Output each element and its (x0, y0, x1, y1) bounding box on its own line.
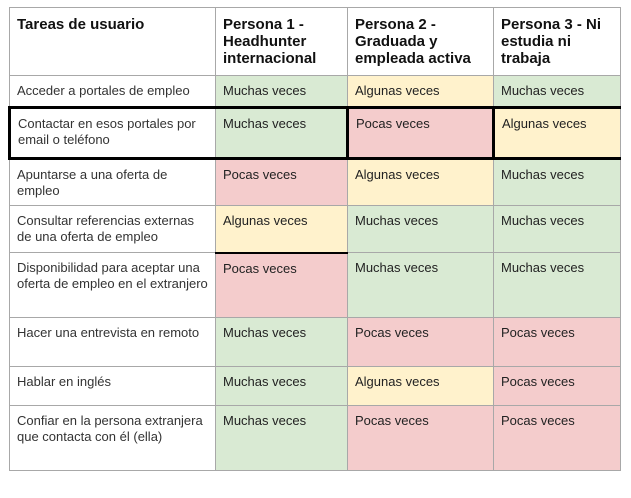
header-persona-2: Persona 2 - Graduada y empleada activa (348, 8, 494, 76)
persona-3-cell: Pocas veces (494, 318, 621, 367)
task-cell: Confiar en la persona extranjera que contacta con él (ella) (10, 406, 216, 471)
table-row (10, 367, 621, 406)
persona-3-cell: Pocas veces (494, 367, 621, 406)
table-row (10, 206, 621, 253)
task-cell: Hacer una entrevista en remoto (10, 318, 216, 367)
persona-1-cell: Muchas veces (216, 406, 348, 471)
persona-1-cell: Muchas veces (216, 318, 348, 367)
table-row (10, 159, 621, 206)
persona-2-cell: Muchas veces (348, 253, 494, 318)
persona-1-cell: Pocas veces (216, 159, 348, 206)
task-cell: Disponibilidad para aceptar una oferta de empleo en el extranjero (10, 253, 216, 318)
persona-2-cell: Algunas veces (348, 76, 494, 108)
task-cell: Hablar en inglés (10, 367, 216, 406)
persona-2-cell: Algunas veces (348, 367, 494, 406)
persona-3-cell: Pocas veces (494, 406, 621, 471)
table-row (10, 318, 621, 367)
frequency-table-container (8, 7, 621, 471)
header-persona-3: Persona 3 - Ni estudia ni trabaja (494, 8, 621, 76)
table-row-highlighted (10, 108, 621, 159)
table-row (10, 76, 621, 108)
task-cell: Consultar referencias externas de una oferta de empleo (10, 206, 216, 253)
persona-3-cell: Muchas veces (494, 159, 621, 206)
table-row (10, 406, 621, 471)
table-row (10, 253, 621, 318)
persona-3-cell: Muchas veces (494, 206, 621, 253)
persona-3-cell: Algunas veces (494, 108, 621, 159)
persona-2-cell: Muchas veces (348, 206, 494, 253)
persona-1-cell: Muchas veces (216, 108, 348, 159)
persona-1-cell: Pocas veces (216, 253, 348, 318)
task-cell: Contactar en esos portales por email o teléfono (10, 108, 216, 159)
header-persona-1: Persona 1 - Headhunter internacional (216, 8, 348, 76)
persona-1-cell: Algunas veces (216, 206, 348, 253)
persona-3-cell: Muchas veces (494, 253, 621, 318)
persona-2-cell: Algunas veces (348, 159, 494, 206)
header-tasks: Tareas de usuario (10, 8, 216, 76)
persona-1-cell: Muchas veces (216, 367, 348, 406)
task-cell: Apuntarse a una oferta de empleo (10, 159, 216, 206)
persona-2-cell: Pocas veces (348, 108, 494, 159)
persona-2-cell: Pocas veces (348, 318, 494, 367)
persona-3-cell: Muchas veces (494, 76, 621, 108)
task-cell: Acceder a portales de empleo (10, 76, 216, 108)
user-tasks-frequency-table (8, 7, 621, 471)
persona-1-cell: Muchas veces (216, 76, 348, 108)
persona-2-cell: Pocas veces (348, 406, 494, 471)
header-row (10, 8, 621, 76)
